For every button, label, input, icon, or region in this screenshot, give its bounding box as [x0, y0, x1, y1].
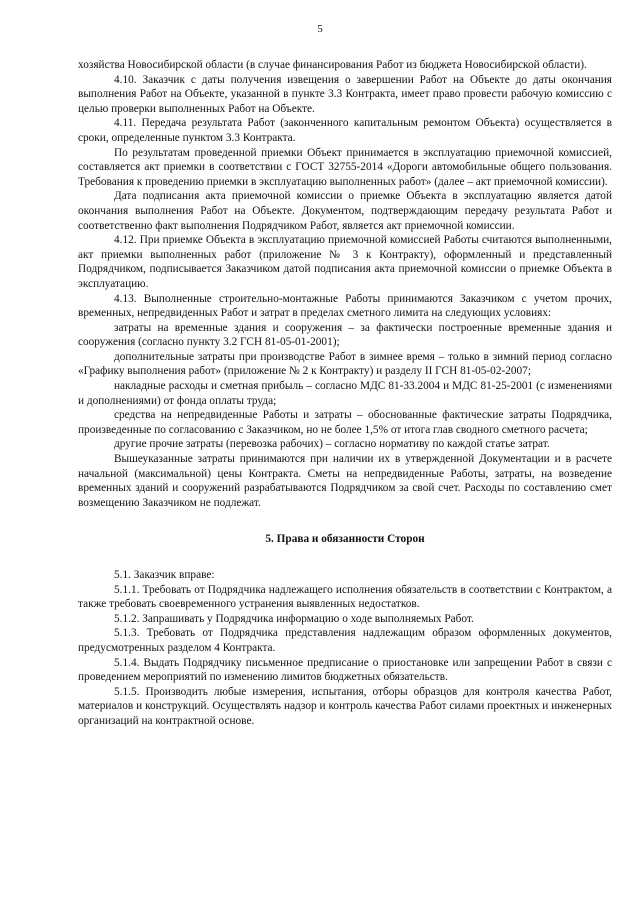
- paragraph: 5.1.4. Выдать Подрядчику письменное предписание о приостановке или запрещении Работ в связи с проведением мероприятий по изменению лимитов бюджетных обязательств.: [78, 656, 612, 684]
- page-number: 5: [317, 23, 323, 35]
- paragraph: 5.1. Заказчик вправе:: [114, 569, 215, 581]
- paragraph: 5.1.2. Запрашивать у Подрядчика информацию о ходе выполняемых Работ.: [114, 612, 474, 625]
- document-body: [78, 58, 612, 729]
- paragraph: Вышеуказанные затраты принимаются при наличии их в утвержденной Документации и в расчете начальной (максимальной) цены Контракта. Сметы на непредвиденные Работы, затраты, на возведение временных зданий и сооружений разрабатываются Подрядчиком за свой счет. Расходы по составлению смет возмещению Заказчиком не подлежат.: [78, 453, 612, 509]
- paragraph: 4.13. Выполненные строительно-монтажные Работы принимаются Заказчиком с учетом прочих, временных, непредвиденных Работ и затрат в пределах сметного лимита на следующих условиях:: [78, 292, 612, 320]
- paragraphs-bottom: [78, 568, 612, 729]
- paragraph: 4.10. Заказчик с даты получения извещения о завершении Работ на Объекте до даты окончания выполнения Работ на Объекте, указанной в пункте 3.3 Контракта, имеет право провести рабочую комиссию с целью проверки выполненных Работ на Объекте.: [78, 73, 612, 115]
- paragraph: накладные расходы и сметная прибыль – согласно МДС 81-33.2004 и МДС 81-25-2001 (с изменениями и дополнениями) от фонда оплаты труда;: [78, 380, 612, 407]
- section-title: 5. Права и обязанности Сторон: [265, 533, 425, 546]
- paragraph: дополнительные затраты при производстве Работ в зимнее время – только в зимний период согласно «Графику выполнения работ» (приложение № 2 к Контракту) и разделу II ГСН 81-05-02-2007;: [78, 350, 612, 378]
- paragraph: 4.12. При приемке Объекта в эксплуатацию приемочной комиссией Работы считаются выполненными, акт приемки выполненных работ (приложение № 3 к Контракту), оформленный и представленный Подрядчиком, подписывается Заказчиком датой подписания акта приемочной комиссии о приемке Объекта в эксплуатацию.: [78, 234, 612, 290]
- paragraph: 5.1.3. Требовать от Подрядчика представления надлежащим образом оформленных документов, предусмотренных разделом 4 Контракта.: [78, 627, 612, 654]
- paragraph: 5.1.1. Требовать от Подрядчика надлежащего исполнения обязательств в соответствии с Контрактом, а также требовать своевременного устранения выявленных недостатков.: [78, 583, 612, 611]
- paragraph: По результатам проведенной приемки Объект принимается в эксплуатацию приемочной комиссией, составляется акт приемки в соответствии с ГОСТ 32755-2014 «Дороги автомобильные общего пользования. Требования к проведению приемки в эксплуатацию выполненных работ» (далее – акт приемочной комиссии).: [78, 146, 612, 188]
- paragraph: 4.11. Передача результата Работ (законченного капитальным ремонтом Объекта) осуществляется в сроки, определенные пунктом 3.3 Контракта.: [78, 117, 612, 144]
- paragraph: 5.1.5. Производить любые измерения, испытания, отборы образцов для контроля качества Работ, материалов и конструкций. Осуществлять надзор и контроль качества Работ силами проектных и инженерных организаций на контрактной основе.: [78, 685, 612, 727]
- paragraph: другие прочие затраты (перевозка рабочих) – согласно нормативу по каждой статье затрат.: [114, 438, 550, 451]
- paragraphs-top: [78, 58, 612, 510]
- paragraph: затраты на временные здания и сооружения – за фактически построенные временные здания и сооружения (согласно пункту 3.2 ГСН 81-05-01-2001);: [78, 321, 612, 349]
- paragraph: средства на непредвиденные Работы и затраты – обоснованные фактические затраты Подрядчика, произведенные по согласованию с Заказчиком, но не более 1,5% от итога глав сводного сметного расчета;: [78, 409, 612, 436]
- paragraph: хозяйства Новосибирской области (в случае финансирования Работ из бюджета Новосибирской области).: [78, 59, 587, 71]
- paragraph: Дата подписания акта приемочной комиссии о приемке Объекта в эксплуатацию является датой окончания выполнения Работ на Объекте. Документом, подтверждающим передачу результата Работ и соответственно факт выполнения Подрядчиком Работ, является акт приемочной комиссии.: [78, 190, 612, 232]
